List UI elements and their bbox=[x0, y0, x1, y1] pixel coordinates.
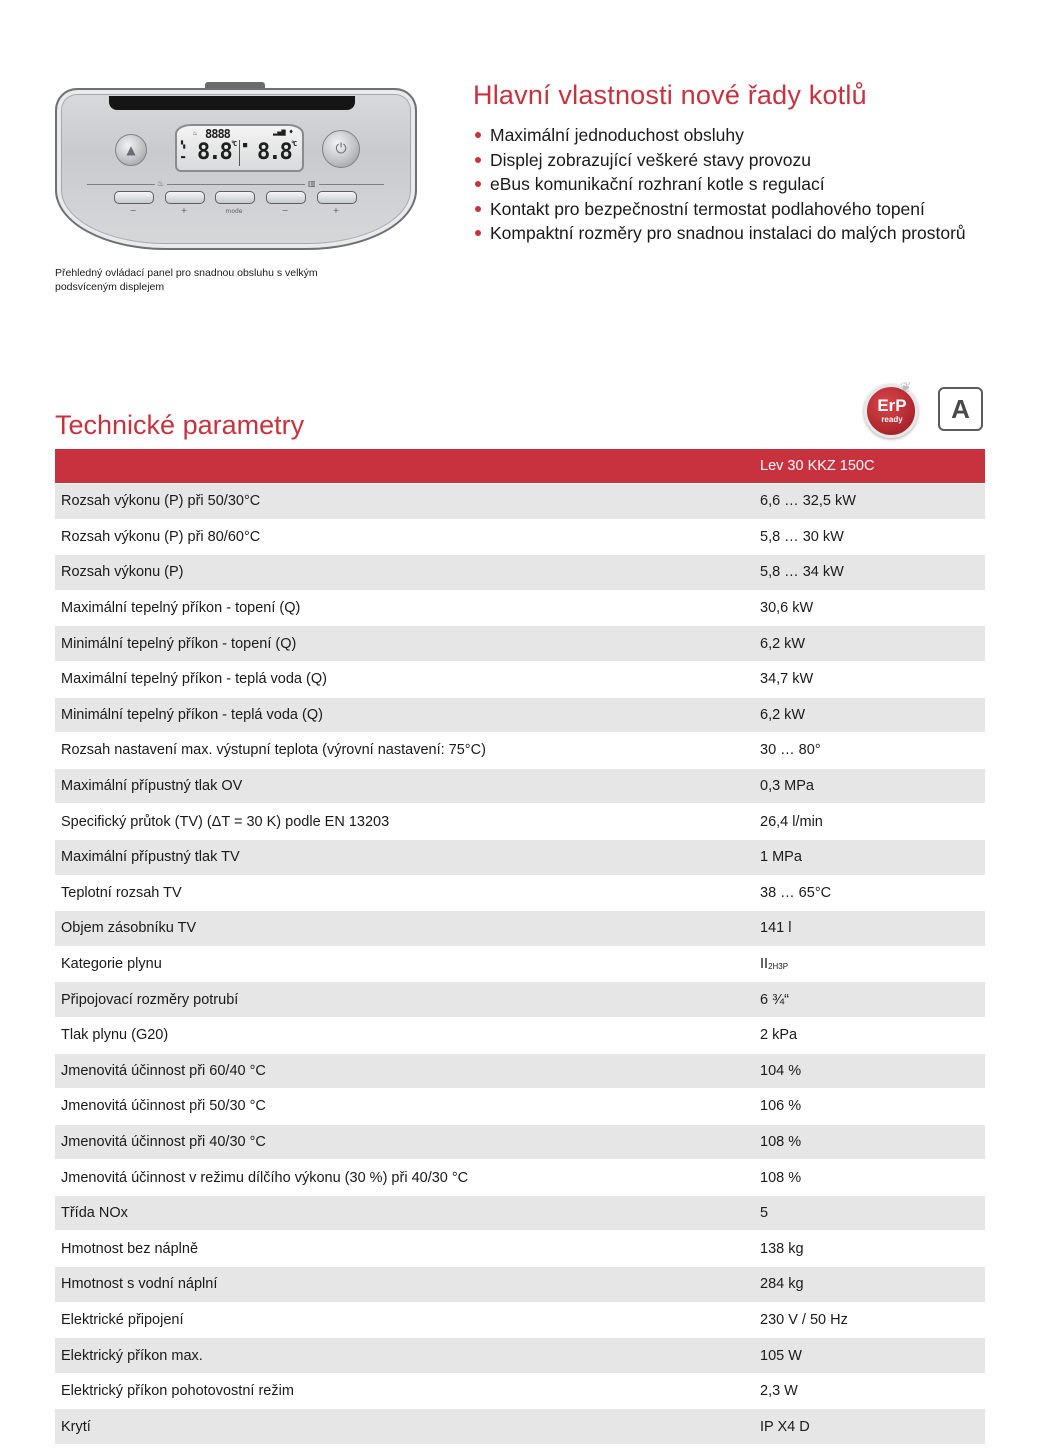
param-name: Teplotní rozsah TV bbox=[55, 875, 754, 911]
param-value: 284 kg bbox=[754, 1267, 985, 1303]
param-name: Rozsah výkonu (P) bbox=[55, 555, 754, 591]
param-value: 6 ¾“ bbox=[754, 982, 985, 1018]
tank-icon: ■ bbox=[243, 141, 248, 149]
flame-icon: ♦ bbox=[289, 128, 294, 136]
table-row bbox=[55, 768, 985, 804]
param-value: 105 W bbox=[754, 1338, 985, 1374]
param-name: Jmenovitá účinnost v režimu dílčího výkonu (30 %) při 40/30 °C bbox=[55, 1160, 754, 1196]
bullet-icon bbox=[475, 132, 481, 138]
table-row bbox=[55, 1089, 985, 1125]
table-row bbox=[55, 733, 985, 769]
table-row bbox=[55, 1124, 985, 1160]
param-name: Minimální tepelný příkon - topení (Q) bbox=[55, 626, 754, 662]
erp-sublabel: ready bbox=[881, 415, 903, 424]
table-row bbox=[55, 1373, 985, 1409]
param-name: Maximální přípustný tlak OV bbox=[55, 768, 754, 804]
table-body bbox=[55, 484, 985, 1445]
heating-icon: ♨ bbox=[157, 179, 165, 188]
panel-caption: Přehledný ovládací panel pro snadnou obsluhu s velkým podsvíceným displejem bbox=[55, 267, 318, 293]
table-row bbox=[55, 1302, 985, 1338]
param-value: 138 kg bbox=[754, 1231, 985, 1267]
table-row bbox=[55, 1338, 985, 1374]
param-value: 106 % bbox=[754, 1089, 985, 1125]
param-name: Maximální tepelný příkon - topení (Q) bbox=[55, 590, 754, 626]
param-name: Minimální tepelný příkon - teplá voda (Q) bbox=[55, 697, 754, 733]
table-row bbox=[55, 1231, 985, 1267]
tech-params-table bbox=[55, 449, 985, 1444]
param-value: 108 % bbox=[754, 1124, 985, 1160]
table-row bbox=[55, 911, 985, 947]
param-value: 5 bbox=[754, 1195, 985, 1231]
table-row bbox=[55, 697, 985, 733]
heating-minus-button bbox=[114, 191, 154, 204]
minus-segment-icon: ▬ bbox=[181, 153, 186, 161]
table-row bbox=[55, 1017, 985, 1053]
energy-class-badge: A bbox=[938, 387, 983, 431]
warning-triangle-icon: ▲ bbox=[115, 134, 147, 166]
param-value: 30 … 80° bbox=[754, 733, 985, 769]
panel-body bbox=[55, 88, 417, 250]
param-value: 30,6 kW bbox=[754, 590, 985, 626]
table-row bbox=[55, 946, 985, 982]
feature-item: Maximální jednoduchost obsluhy bbox=[473, 124, 966, 149]
tech-title: Technické parametry bbox=[55, 410, 305, 440]
param-value-main: II bbox=[760, 956, 769, 973]
features-title: Hlavní vlastnosti nové řady kotlů bbox=[473, 80, 867, 110]
lcd-divider bbox=[239, 140, 240, 166]
table-row bbox=[55, 875, 985, 911]
param-value-subscript: 2H3P bbox=[768, 962, 789, 972]
table-header-row bbox=[55, 449, 985, 484]
param-name: Tlak plynu (G20) bbox=[55, 1017, 754, 1053]
param-value: IP X4 D bbox=[754, 1409, 985, 1444]
bullet-icon bbox=[475, 157, 481, 163]
water-minus-button bbox=[266, 191, 306, 204]
param-name: Rozsah výkonu (P) při 50/30°C bbox=[55, 484, 754, 520]
mode-button bbox=[215, 191, 255, 204]
feature-item: Kontakt pro bezpečnostní termostat podlahového topení bbox=[473, 198, 966, 223]
param-value: 108 % bbox=[754, 1160, 985, 1196]
control-panel-image bbox=[55, 82, 415, 250]
param-value: 6,2 kW bbox=[754, 626, 985, 662]
feature-item: Kompaktní rozměry pro snadnou instalaci do malých prostorů bbox=[473, 222, 966, 247]
param-value: 6,6 … 32,5 kW bbox=[754, 484, 985, 520]
panel-divider-line bbox=[167, 184, 305, 185]
button-label: + bbox=[332, 206, 340, 215]
table-row bbox=[55, 626, 985, 662]
param-value: 5,8 … 30 kW bbox=[754, 519, 985, 555]
param-name: Hmotnost s vodní náplní bbox=[55, 1267, 754, 1303]
button-label: + bbox=[180, 206, 188, 215]
panel-divider-line bbox=[319, 184, 384, 185]
bullet-icon bbox=[475, 230, 481, 236]
header-model: Lev 30 KKZ 150C bbox=[754, 449, 985, 484]
button-label: mode bbox=[225, 208, 243, 215]
param-value: 38 … 65°C bbox=[754, 875, 985, 911]
param-value: 104 % bbox=[754, 1053, 985, 1089]
param-name: Krytí bbox=[55, 1409, 754, 1444]
table-row bbox=[55, 661, 985, 697]
button-label: − bbox=[129, 206, 137, 215]
tap-icon: ♨ bbox=[193, 129, 198, 137]
param-value: 6,2 kW bbox=[754, 697, 985, 733]
param-name: Rozsah výkonu (P) při 80/60°C bbox=[55, 519, 754, 555]
param-name: Jmenovitá účinnost při 40/30 °C bbox=[55, 1124, 754, 1160]
param-name: Objem zásobníku TV bbox=[55, 911, 754, 947]
param-value: 0,3 MPa bbox=[754, 768, 985, 804]
table-row bbox=[55, 1195, 985, 1231]
lcd-display bbox=[175, 124, 304, 172]
heating-plus-button bbox=[165, 191, 205, 204]
signal-bars-icon: ▂▄▆ bbox=[273, 128, 286, 136]
erp-ready-badge bbox=[862, 380, 922, 440]
button-label: − bbox=[281, 206, 289, 215]
param-name: Specifický průtok (TV) (ΔT = 30 K) podle EN 13203 bbox=[55, 804, 754, 840]
param-value: 141 l bbox=[754, 911, 985, 947]
table-row bbox=[55, 590, 985, 626]
feature-item: Displej zobrazující veškeré stavy provozu bbox=[473, 149, 966, 174]
param-value bbox=[754, 946, 985, 982]
param-name: Hmotnost bez náplně bbox=[55, 1231, 754, 1267]
table-row bbox=[55, 555, 985, 591]
panel-divider-line bbox=[87, 184, 155, 185]
param-name: Kategorie plynu bbox=[55, 946, 754, 982]
panel-slot bbox=[109, 96, 355, 110]
leaf-icon: ❦ bbox=[900, 380, 912, 396]
bullet-icon bbox=[475, 181, 481, 187]
param-value: 34,7 kW bbox=[754, 661, 985, 697]
table-row bbox=[55, 1409, 985, 1444]
lcd-right-readout: $8.8^{^\circ C}$ bbox=[257, 140, 296, 165]
param-value: 2 kPa bbox=[754, 1017, 985, 1053]
features-list bbox=[473, 124, 966, 247]
radiator-icon: ▚ bbox=[181, 141, 186, 149]
param-value: 1 MPa bbox=[754, 839, 985, 875]
table-row bbox=[55, 1160, 985, 1196]
lcd-left-readout: $8.8^{^\circ C}$ bbox=[197, 140, 236, 165]
param-name: Elektrické připojení bbox=[55, 1302, 754, 1338]
water-plus-button bbox=[317, 191, 357, 204]
header-parameter bbox=[55, 449, 754, 484]
lcd-top-readout: 8888 bbox=[205, 127, 230, 141]
param-name: Maximální přípustný tlak TV bbox=[55, 839, 754, 875]
table-row bbox=[55, 1267, 985, 1303]
param-value: 230 V / 50 Hz bbox=[754, 1302, 985, 1338]
param-name: Třída NOx bbox=[55, 1195, 754, 1231]
table-row bbox=[55, 839, 985, 875]
param-name: Připojovací rozměry potrubí bbox=[55, 982, 754, 1018]
param-value: 5,8 … 34 kW bbox=[754, 555, 985, 591]
param-name: Elektrický příkon max. bbox=[55, 1338, 754, 1374]
table-row bbox=[55, 484, 985, 520]
param-name: Elektrický příkon pohotovostní režim bbox=[55, 1373, 754, 1409]
erp-label: ErP bbox=[877, 396, 907, 415]
param-value: 26,4 l/min bbox=[754, 804, 985, 840]
table-row bbox=[55, 982, 985, 1018]
table-row bbox=[55, 519, 985, 555]
feature-item: eBus komunikační rozhraní kotle s regulací bbox=[473, 173, 966, 198]
param-name: Maximální tepelný příkon - teplá voda (Q) bbox=[55, 661, 754, 697]
table-row bbox=[55, 804, 985, 840]
param-name: Jmenovitá účinnost při 60/40 °C bbox=[55, 1053, 754, 1089]
hot-water-icon: ▥ bbox=[308, 179, 316, 188]
bullet-icon bbox=[475, 206, 481, 212]
param-name: Jmenovitá účinnost při 50/30 °C bbox=[55, 1089, 754, 1125]
table-row bbox=[55, 1053, 985, 1089]
power-icon: ⏻ bbox=[322, 130, 360, 168]
param-name: Rozsah nastavení max. výstupní teplota (výrovní nastavení: 75°C) bbox=[55, 733, 754, 769]
param-value: 2,3 W bbox=[754, 1373, 985, 1409]
